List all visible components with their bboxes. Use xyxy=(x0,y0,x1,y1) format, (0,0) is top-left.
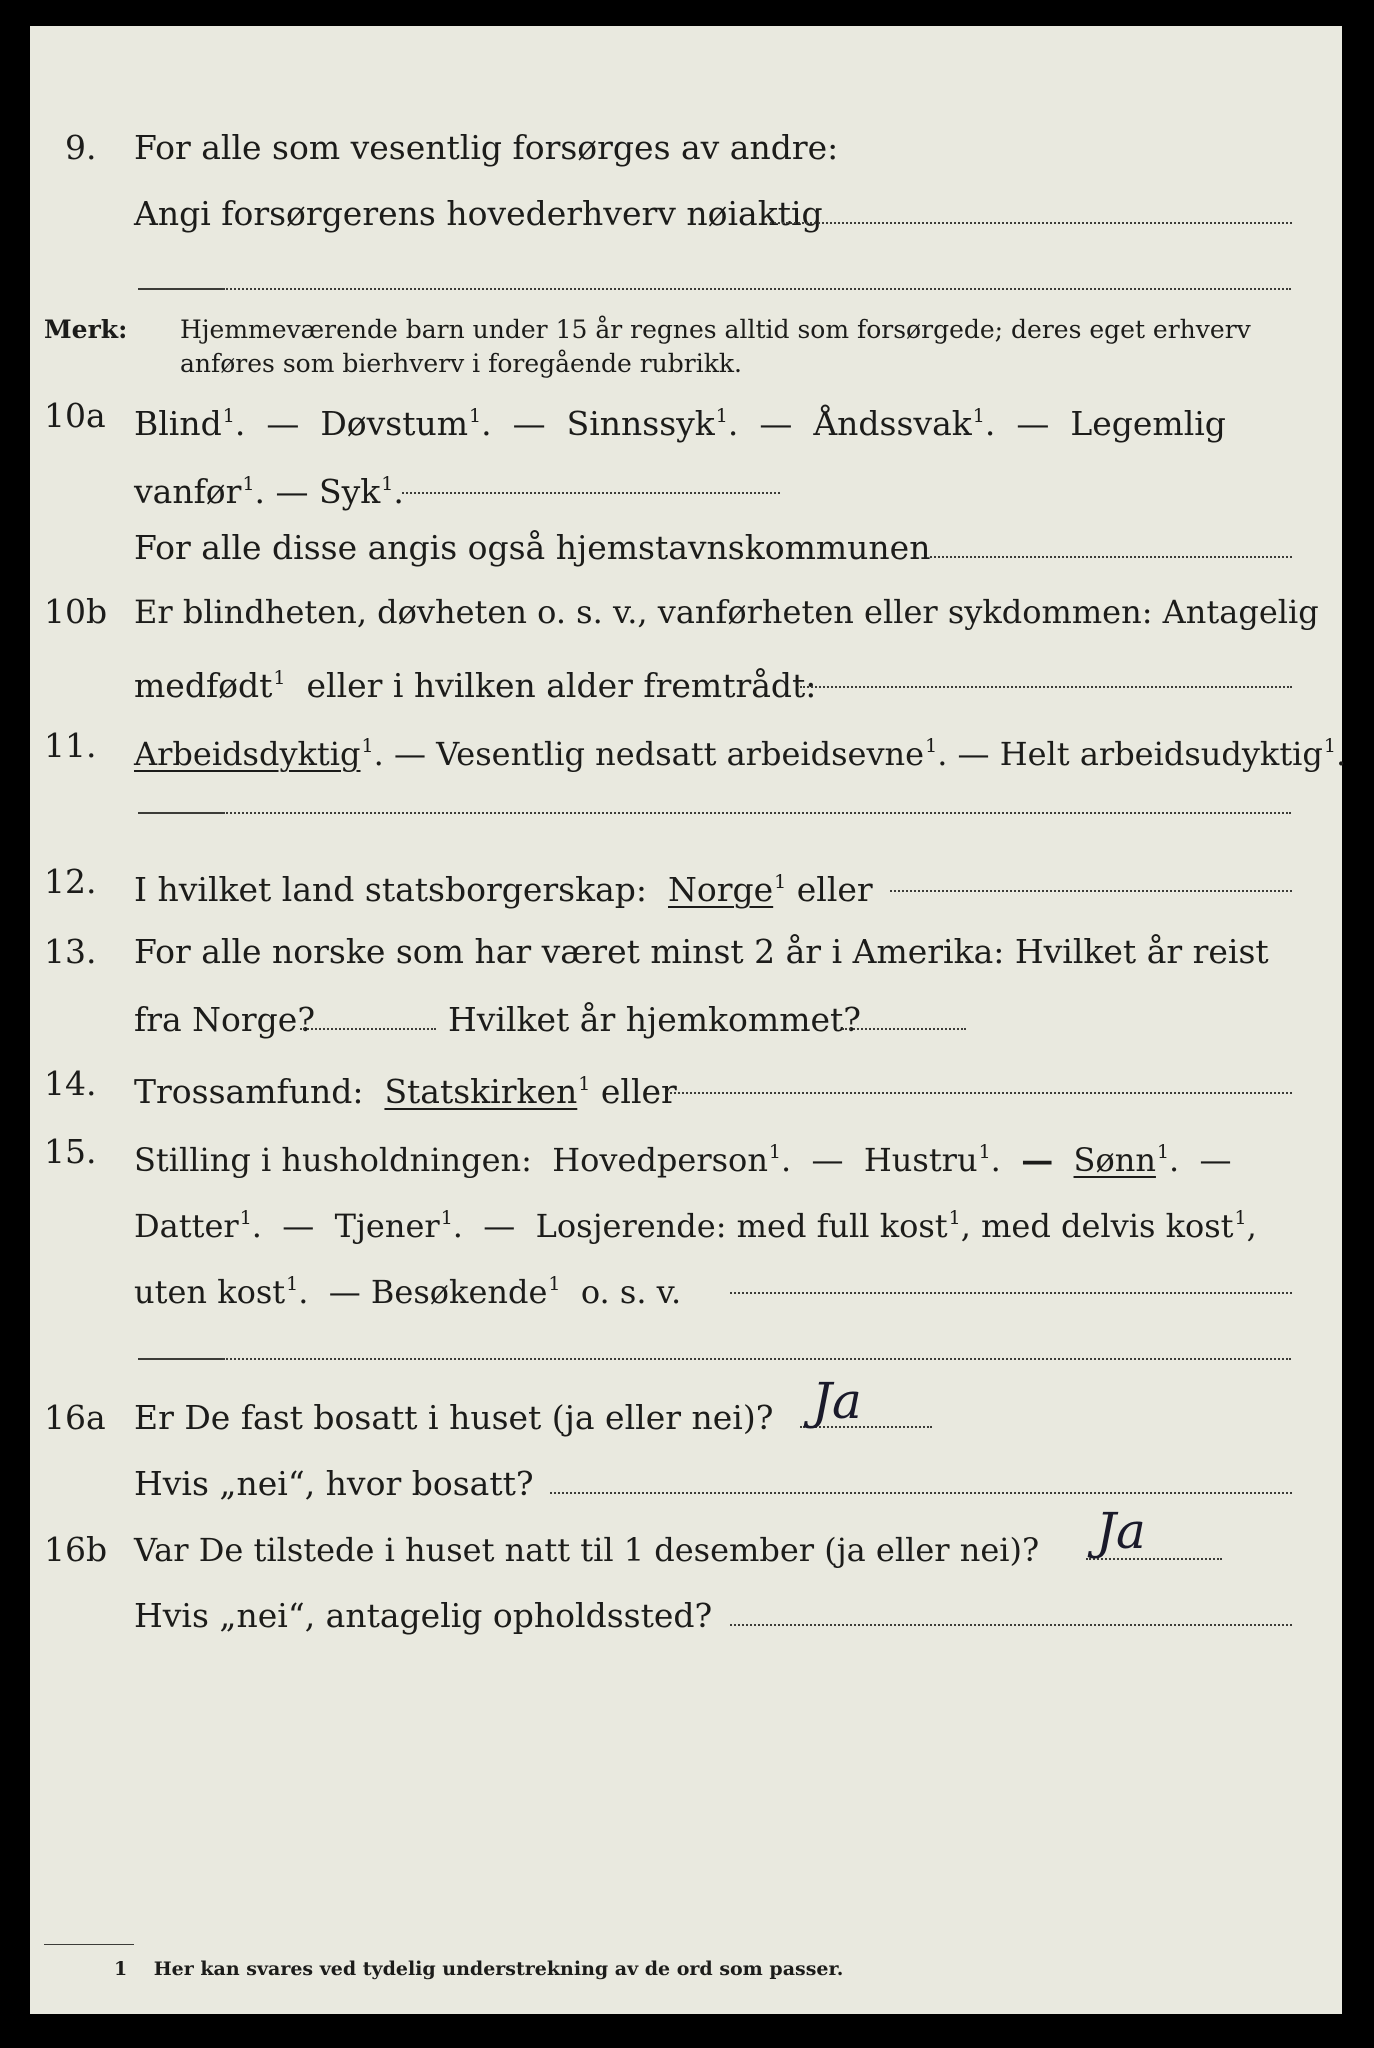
option-losjerende-full[interactable]: Losjerende: med full kost xyxy=(535,1207,948,1245)
option-hovedperson[interactable]: Hovedperson xyxy=(552,1141,768,1179)
q14-trossamfund-field[interactable] xyxy=(670,1092,1292,1094)
q16b-opholdssted-field[interactable] xyxy=(730,1624,1292,1626)
q10b-line2: medfødt$^1$ eller i hvilken alder fremtrådt: xyxy=(134,666,817,705)
separator xyxy=(138,288,223,290)
q16b-line2: Hvis „nei“, antagelig opholdssted? xyxy=(134,1596,713,1635)
q10b-alder-field[interactable] xyxy=(800,686,1292,688)
option-vanfor[interactable]: vanfør xyxy=(134,472,242,511)
footnote xyxy=(114,1958,843,1980)
q16b-number: 16b xyxy=(44,1530,108,1569)
option-legemlig[interactable]: Legemlig xyxy=(1070,404,1226,443)
q15-line2: Datter$^1$. — Tjener$^1$. — Losjerende: med full kost$^1$, med delvis kost$^1$, xyxy=(134,1207,1257,1245)
option-tjener[interactable]: Tjener xyxy=(334,1207,440,1245)
q11-line: Arbeidsdyktig$^1$. — Vesentlig nedsatt arbeidsevne$^1$. — Helt arbeidsudyktig$^1$. xyxy=(134,735,1347,773)
option-nedsatt[interactable]: Vesentlig nedsatt arbeidsevne xyxy=(436,735,925,773)
option-delvis-kost[interactable]: med delvis kost xyxy=(981,1207,1234,1245)
q16b-handwritten-answer: Ja xyxy=(1096,1502,1146,1560)
q10a-hjemstavn-field[interactable] xyxy=(930,556,1292,558)
q13-line2a: fra Norge? xyxy=(134,1000,316,1039)
q10a-number: 10a xyxy=(44,396,106,435)
separator-dotted xyxy=(223,812,1291,814)
merk-line2: anføres som bierhverv i foregående rubrikk. xyxy=(180,349,742,378)
merk-label: Merk: xyxy=(44,315,128,344)
q15-line3: uten kost$^1$. — Besøkende$^1$ o. s. v. xyxy=(134,1273,682,1311)
footnote-text: Her kan svares ved tydelig understrekning av de ord som passer. xyxy=(153,1958,844,1980)
q11-number: 11. xyxy=(44,726,97,765)
q13-line1: For alle norske som har været minst 2 år i Amerika: Hvilket år reist xyxy=(134,932,1269,971)
option-blind[interactable]: Blind xyxy=(134,404,222,443)
q9-number: 9. xyxy=(65,128,97,167)
option-hustru[interactable]: Hustru xyxy=(863,1141,978,1179)
option-dovstum[interactable]: Døvstum xyxy=(320,404,469,443)
q12-line: I hvilket land statsborgerskap: Norge$^1$ eller xyxy=(134,870,873,909)
option-medfodt[interactable]: medfødt xyxy=(134,666,273,705)
q9-answer-field[interactable] xyxy=(770,222,1292,224)
option-besokende[interactable]: Besøkende xyxy=(370,1273,548,1311)
q14-line: Trossamfund: Statskirken$^1$ eller xyxy=(134,1072,677,1111)
census-form-page xyxy=(30,26,1347,2014)
q16a-bosatt-field[interactable] xyxy=(550,1492,1292,1494)
q9-line1: For alle som vesentlig forsørges av andre: xyxy=(134,128,839,167)
q15-line1: Stilling i husholdningen: Hovedperson$^1$. — Hustru$^1$. — Sønn$^1$. — xyxy=(134,1141,1232,1179)
q10a-line1: Blind$^1$. — Døvstum$^1$. — Sinnssyk$^1$. — Åndssvak$^1$. — Legemlig xyxy=(134,404,1226,443)
option-arbeidsdyktig-underlined[interactable]: Arbeidsdyktig xyxy=(134,735,361,773)
separator xyxy=(138,812,223,814)
merk-line1: Hjemmeværende barn under 15 år regnes alltid som forsørgede; deres eget erhverv xyxy=(180,315,1251,344)
separator-dotted xyxy=(223,1358,1291,1360)
q13-line2b: Hvilket år hjemkommet? xyxy=(448,1000,861,1039)
q14-number: 14. xyxy=(44,1064,97,1103)
q13-number: 13. xyxy=(44,932,97,971)
option-sonn-underlined[interactable]: Sønn xyxy=(1073,1141,1156,1179)
footnote-rule xyxy=(44,1944,134,1945)
q16b-line1: Var De tilstede i huset natt til 1 desember (ja eller nei)? xyxy=(134,1531,1040,1569)
separator-dotted xyxy=(223,288,1291,290)
option-syk[interactable]: Syk xyxy=(319,472,381,511)
q13-reist-field[interactable] xyxy=(300,1028,436,1030)
q16a-line2: Hvis „nei“, hvor bosatt? xyxy=(134,1464,534,1503)
q12-land-field[interactable] xyxy=(890,890,1292,892)
q10b-number: 10b xyxy=(44,592,108,631)
separator xyxy=(138,1358,223,1360)
q10a-syk-field[interactable] xyxy=(402,492,780,494)
q16a-line1: Er De fast bosatt i huset (ja eller nei)? xyxy=(134,1398,774,1437)
option-andssvak[interactable]: Åndssvak xyxy=(813,404,972,443)
q12-number: 12. xyxy=(44,862,97,901)
q10a-line2: vanfør$^1$. — Syk$^1$. xyxy=(134,472,404,511)
q10b-line1: Er blindheten, døvheten o. s. v., vanførheten eller sykdommen: Antagelig xyxy=(134,593,1319,631)
option-uten-kost[interactable]: uten kost xyxy=(134,1273,286,1311)
footnote-mark: 1 xyxy=(114,1958,128,1980)
q15-stilling-field[interactable] xyxy=(730,1292,1292,1294)
q16a-handwritten-answer: Ja xyxy=(812,1372,862,1430)
q15-number: 15. xyxy=(44,1132,97,1171)
q10a-line3: For alle disse angis også hjemstavnskommunen xyxy=(134,528,931,567)
option-statskirken-underlined[interactable]: Statskirken xyxy=(384,1072,578,1111)
option-datter[interactable]: Datter xyxy=(134,1207,239,1245)
option-sinnssyk[interactable]: Sinnssyk xyxy=(566,404,715,443)
q13-hjemkommet-field[interactable] xyxy=(842,1028,966,1030)
option-udyktig[interactable]: Helt arbeidsudyktig xyxy=(999,735,1323,773)
option-norge-underlined[interactable]: Norge xyxy=(668,870,774,909)
q16a-number: 16a xyxy=(44,1398,106,1437)
q9-line2: Angi forsørgerens hovederhverv nøiaktig xyxy=(134,194,823,233)
